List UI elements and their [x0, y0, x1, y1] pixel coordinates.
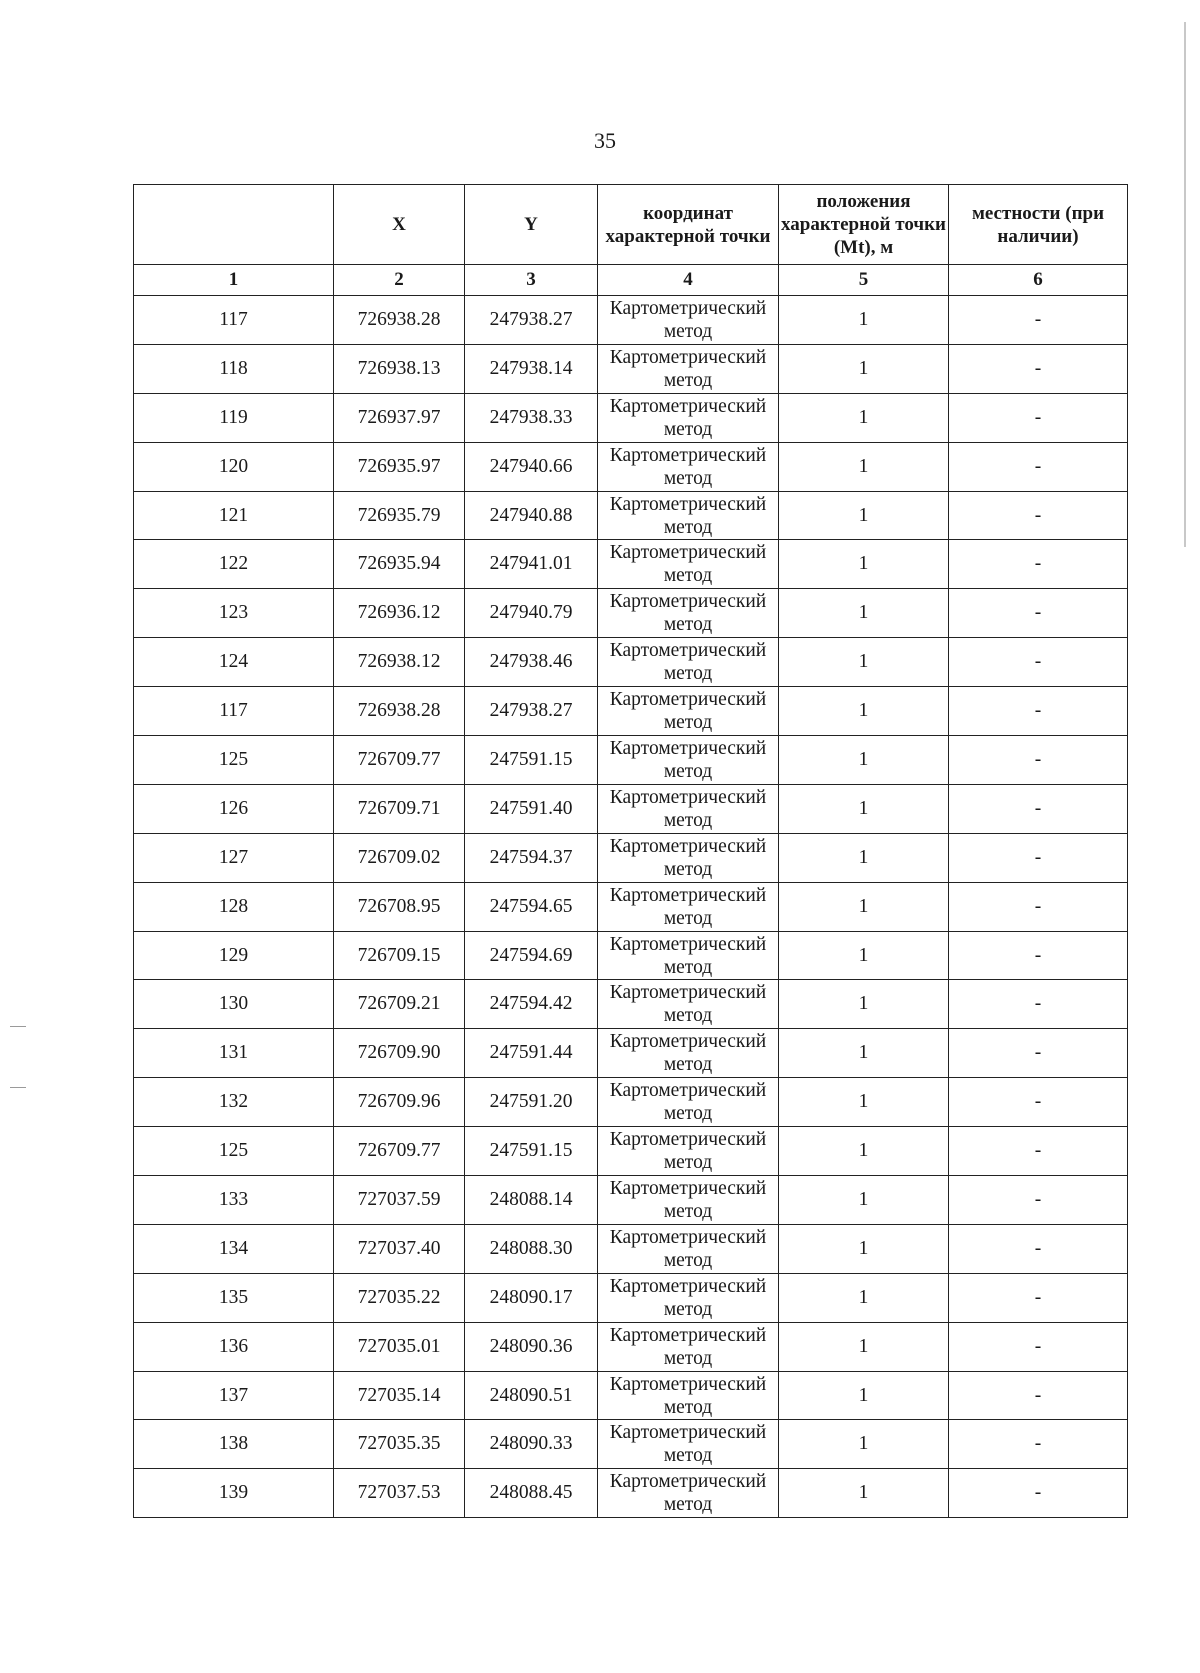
column-number: 3	[465, 265, 598, 296]
y-coordinate-cell: 248090.36	[465, 1322, 598, 1371]
table-row	[134, 784, 1128, 833]
method-cell: Картометрический метод	[598, 442, 779, 491]
y-coordinate-cell: 248090.33	[465, 1420, 598, 1469]
y-coordinate-cell: 247591.15	[465, 1127, 598, 1176]
x-coordinate-cell: 726935.79	[334, 491, 465, 540]
x-coordinate-cell: 726708.95	[334, 882, 465, 931]
x-coordinate-cell: 726709.96	[334, 1078, 465, 1127]
y-coordinate-cell: 247940.88	[465, 491, 598, 540]
accuracy-cell: 1	[779, 393, 949, 442]
accuracy-cell: 1	[779, 833, 949, 882]
accuracy-cell: 1	[779, 1322, 949, 1371]
method-cell: Картометрический метод	[598, 1176, 779, 1225]
y-coordinate-cell: 247591.44	[465, 1029, 598, 1078]
table-row	[134, 1029, 1128, 1078]
header-accuracy: положения характерной точки (Mt), м	[779, 185, 949, 265]
x-coordinate-cell: 726936.12	[334, 589, 465, 638]
point-number-cell: 133	[134, 1176, 334, 1225]
method-cell: Картометрический метод	[598, 784, 779, 833]
accuracy-cell: 1	[779, 1127, 949, 1176]
column-number: 6	[949, 265, 1128, 296]
method-cell: Картометрический метод	[598, 833, 779, 882]
method-cell: Картометрический метод	[598, 980, 779, 1029]
scan-edge-line	[1184, 22, 1186, 547]
y-coordinate-cell: 248090.51	[465, 1371, 598, 1420]
y-coordinate-cell: 247941.01	[465, 540, 598, 589]
y-coordinate-cell: 247938.33	[465, 393, 598, 442]
method-cell: Картометрический метод	[598, 1469, 779, 1518]
point-number-cell: 128	[134, 882, 334, 931]
table-row	[134, 882, 1128, 931]
y-coordinate-cell: 247591.15	[465, 736, 598, 785]
page-number: 35	[594, 128, 616, 153]
scan-margin-mark	[10, 1087, 26, 1088]
description-cell: -	[949, 1224, 1128, 1273]
table-row	[134, 1469, 1128, 1518]
y-coordinate-cell: 247591.40	[465, 784, 598, 833]
method-cell: Картометрический метод	[598, 491, 779, 540]
x-coordinate-cell: 726709.21	[334, 980, 465, 1029]
x-coordinate-cell: 727037.40	[334, 1224, 465, 1273]
y-coordinate-cell: 248088.14	[465, 1176, 598, 1225]
x-coordinate-cell: 727037.59	[334, 1176, 465, 1225]
y-coordinate-cell: 248088.30	[465, 1224, 598, 1273]
description-cell: -	[949, 833, 1128, 882]
x-coordinate-cell: 726709.02	[334, 833, 465, 882]
point-number-cell: 120	[134, 442, 334, 491]
table-row	[134, 736, 1128, 785]
table-row	[134, 1322, 1128, 1371]
description-cell: -	[949, 296, 1128, 345]
x-coordinate-cell: 726935.94	[334, 540, 465, 589]
y-coordinate-cell: 247938.14	[465, 344, 598, 393]
point-number-cell: 132	[134, 1078, 334, 1127]
method-cell: Картометрический метод	[598, 736, 779, 785]
method-cell: Картометрический метод	[598, 882, 779, 931]
point-number-cell: 124	[134, 638, 334, 687]
y-coordinate-cell: 247594.37	[465, 833, 598, 882]
description-cell: -	[949, 736, 1128, 785]
accuracy-cell: 1	[779, 1029, 949, 1078]
accuracy-cell: 1	[779, 638, 949, 687]
table-row	[134, 1176, 1128, 1225]
table-row	[134, 1273, 1128, 1322]
point-number-cell: 117	[134, 687, 334, 736]
point-number-cell: 131	[134, 1029, 334, 1078]
description-cell: -	[949, 1127, 1128, 1176]
column-number: 5	[779, 265, 949, 296]
method-cell: Картометрический метод	[598, 1127, 779, 1176]
point-number-cell: 138	[134, 1420, 334, 1469]
method-cell: Картометрический метод	[598, 540, 779, 589]
x-coordinate-cell: 726709.71	[334, 784, 465, 833]
point-number-cell: 125	[134, 1127, 334, 1176]
x-coordinate-cell: 726709.90	[334, 1029, 465, 1078]
accuracy-cell: 1	[779, 1224, 949, 1273]
point-number-cell: 125	[134, 736, 334, 785]
point-number-cell: 130	[134, 980, 334, 1029]
accuracy-cell: 1	[779, 1371, 949, 1420]
accuracy-cell: 1	[779, 1469, 949, 1518]
description-cell: -	[949, 638, 1128, 687]
table-row	[134, 344, 1128, 393]
header-x: X	[334, 185, 465, 265]
description-cell: -	[949, 344, 1128, 393]
x-coordinate-cell: 726938.28	[334, 296, 465, 345]
x-coordinate-cell: 726938.28	[334, 687, 465, 736]
y-coordinate-cell: 247594.69	[465, 931, 598, 980]
accuracy-cell: 1	[779, 1078, 949, 1127]
table-row	[134, 1420, 1128, 1469]
point-number-cell: 129	[134, 931, 334, 980]
table-row	[134, 296, 1128, 345]
y-coordinate-cell: 247591.20	[465, 1078, 598, 1127]
accuracy-cell: 1	[779, 1273, 949, 1322]
method-cell: Картометрический метод	[598, 344, 779, 393]
y-coordinate-cell: 247938.46	[465, 638, 598, 687]
description-cell: -	[949, 1420, 1128, 1469]
point-number-cell: 118	[134, 344, 334, 393]
point-number-cell: 136	[134, 1322, 334, 1371]
point-number-cell: 122	[134, 540, 334, 589]
method-cell: Картометрический метод	[598, 687, 779, 736]
column-number: 1	[134, 265, 334, 296]
accuracy-cell: 1	[779, 882, 949, 931]
description-cell: -	[949, 931, 1128, 980]
method-cell: Картометрический метод	[598, 1078, 779, 1127]
table-row	[134, 589, 1128, 638]
table-row	[134, 638, 1128, 687]
accuracy-cell: 1	[779, 687, 949, 736]
method-cell: Картометрический метод	[598, 1224, 779, 1273]
coordinates-table	[133, 184, 1128, 1518]
table-row	[134, 393, 1128, 442]
description-cell: -	[949, 589, 1128, 638]
description-cell: -	[949, 1029, 1128, 1078]
y-coordinate-cell: 247594.65	[465, 882, 598, 931]
x-coordinate-cell: 726937.97	[334, 393, 465, 442]
x-coordinate-cell: 726709.77	[334, 736, 465, 785]
header-y: Y	[465, 185, 598, 265]
accuracy-cell: 1	[779, 296, 949, 345]
point-number-cell: 121	[134, 491, 334, 540]
description-cell: -	[949, 491, 1128, 540]
description-cell: -	[949, 1078, 1128, 1127]
method-cell: Картометрический метод	[598, 1273, 779, 1322]
y-coordinate-cell: 247940.66	[465, 442, 598, 491]
x-coordinate-cell: 727035.14	[334, 1371, 465, 1420]
table-row	[134, 1127, 1128, 1176]
point-number-cell: 119	[134, 393, 334, 442]
description-cell: -	[949, 784, 1128, 833]
y-coordinate-cell: 247594.42	[465, 980, 598, 1029]
method-cell: Картометрический метод	[598, 393, 779, 442]
method-cell: Картометрический метод	[598, 1420, 779, 1469]
method-cell: Картометрический метод	[598, 931, 779, 980]
column-number: 2	[334, 265, 465, 296]
header-point-number	[134, 185, 334, 265]
table-row	[134, 491, 1128, 540]
point-number-cell: 139	[134, 1469, 334, 1518]
table-row	[134, 1078, 1128, 1127]
accuracy-cell: 1	[779, 980, 949, 1029]
x-coordinate-cell: 727035.01	[334, 1322, 465, 1371]
table-row	[134, 687, 1128, 736]
point-number-cell: 134	[134, 1224, 334, 1273]
x-coordinate-cell: 726709.15	[334, 931, 465, 980]
accuracy-cell: 1	[779, 736, 949, 785]
x-coordinate-cell: 727035.35	[334, 1420, 465, 1469]
x-coordinate-cell: 727035.22	[334, 1273, 465, 1322]
description-cell: -	[949, 687, 1128, 736]
method-cell: Картометрический метод	[598, 296, 779, 345]
point-number-cell: 117	[134, 296, 334, 345]
description-cell: -	[949, 1176, 1128, 1225]
y-coordinate-cell: 248088.45	[465, 1469, 598, 1518]
header-method: координат характерной точки	[598, 185, 779, 265]
table-header-row	[134, 185, 1128, 265]
table-row	[134, 980, 1128, 1029]
table-row	[134, 442, 1128, 491]
x-coordinate-cell: 726935.97	[334, 442, 465, 491]
description-cell: -	[949, 442, 1128, 491]
description-cell: -	[949, 1322, 1128, 1371]
description-cell: -	[949, 882, 1128, 931]
table-row	[134, 1224, 1128, 1273]
description-cell: -	[949, 1371, 1128, 1420]
description-cell: -	[949, 393, 1128, 442]
method-cell: Картометрический метод	[598, 1371, 779, 1420]
accuracy-cell: 1	[779, 931, 949, 980]
accuracy-cell: 1	[779, 1420, 949, 1469]
y-coordinate-cell: 247940.79	[465, 589, 598, 638]
accuracy-cell: 1	[779, 344, 949, 393]
accuracy-cell: 1	[779, 589, 949, 638]
description-cell: -	[949, 1273, 1128, 1322]
column-number: 4	[598, 265, 779, 296]
method-cell: Картометрический метод	[598, 1029, 779, 1078]
method-cell: Картометрический метод	[598, 638, 779, 687]
point-number-cell: 135	[134, 1273, 334, 1322]
accuracy-cell: 1	[779, 540, 949, 589]
point-number-cell: 123	[134, 589, 334, 638]
point-number-cell: 126	[134, 784, 334, 833]
table-row	[134, 1371, 1128, 1420]
x-coordinate-cell: 727037.53	[334, 1469, 465, 1518]
accuracy-cell: 1	[779, 491, 949, 540]
accuracy-cell: 1	[779, 1176, 949, 1225]
scan-margin-mark	[10, 1026, 26, 1027]
y-coordinate-cell: 248090.17	[465, 1273, 598, 1322]
description-cell: -	[949, 980, 1128, 1029]
method-cell: Картометрический метод	[598, 1322, 779, 1371]
column-number-row	[134, 265, 1128, 296]
accuracy-cell: 1	[779, 784, 949, 833]
header-description: местности (при наличии)	[949, 185, 1128, 265]
accuracy-cell: 1	[779, 442, 949, 491]
table-row	[134, 931, 1128, 980]
table-row	[134, 540, 1128, 589]
point-number-cell: 137	[134, 1371, 334, 1420]
description-cell: -	[949, 1469, 1128, 1518]
method-cell: Картометрический метод	[598, 589, 779, 638]
description-cell: -	[949, 540, 1128, 589]
point-number-cell: 127	[134, 833, 334, 882]
x-coordinate-cell: 726709.77	[334, 1127, 465, 1176]
x-coordinate-cell: 726938.13	[334, 344, 465, 393]
x-coordinate-cell: 726938.12	[334, 638, 465, 687]
table-row	[134, 833, 1128, 882]
y-coordinate-cell: 247938.27	[465, 687, 598, 736]
y-coordinate-cell: 247938.27	[465, 296, 598, 345]
